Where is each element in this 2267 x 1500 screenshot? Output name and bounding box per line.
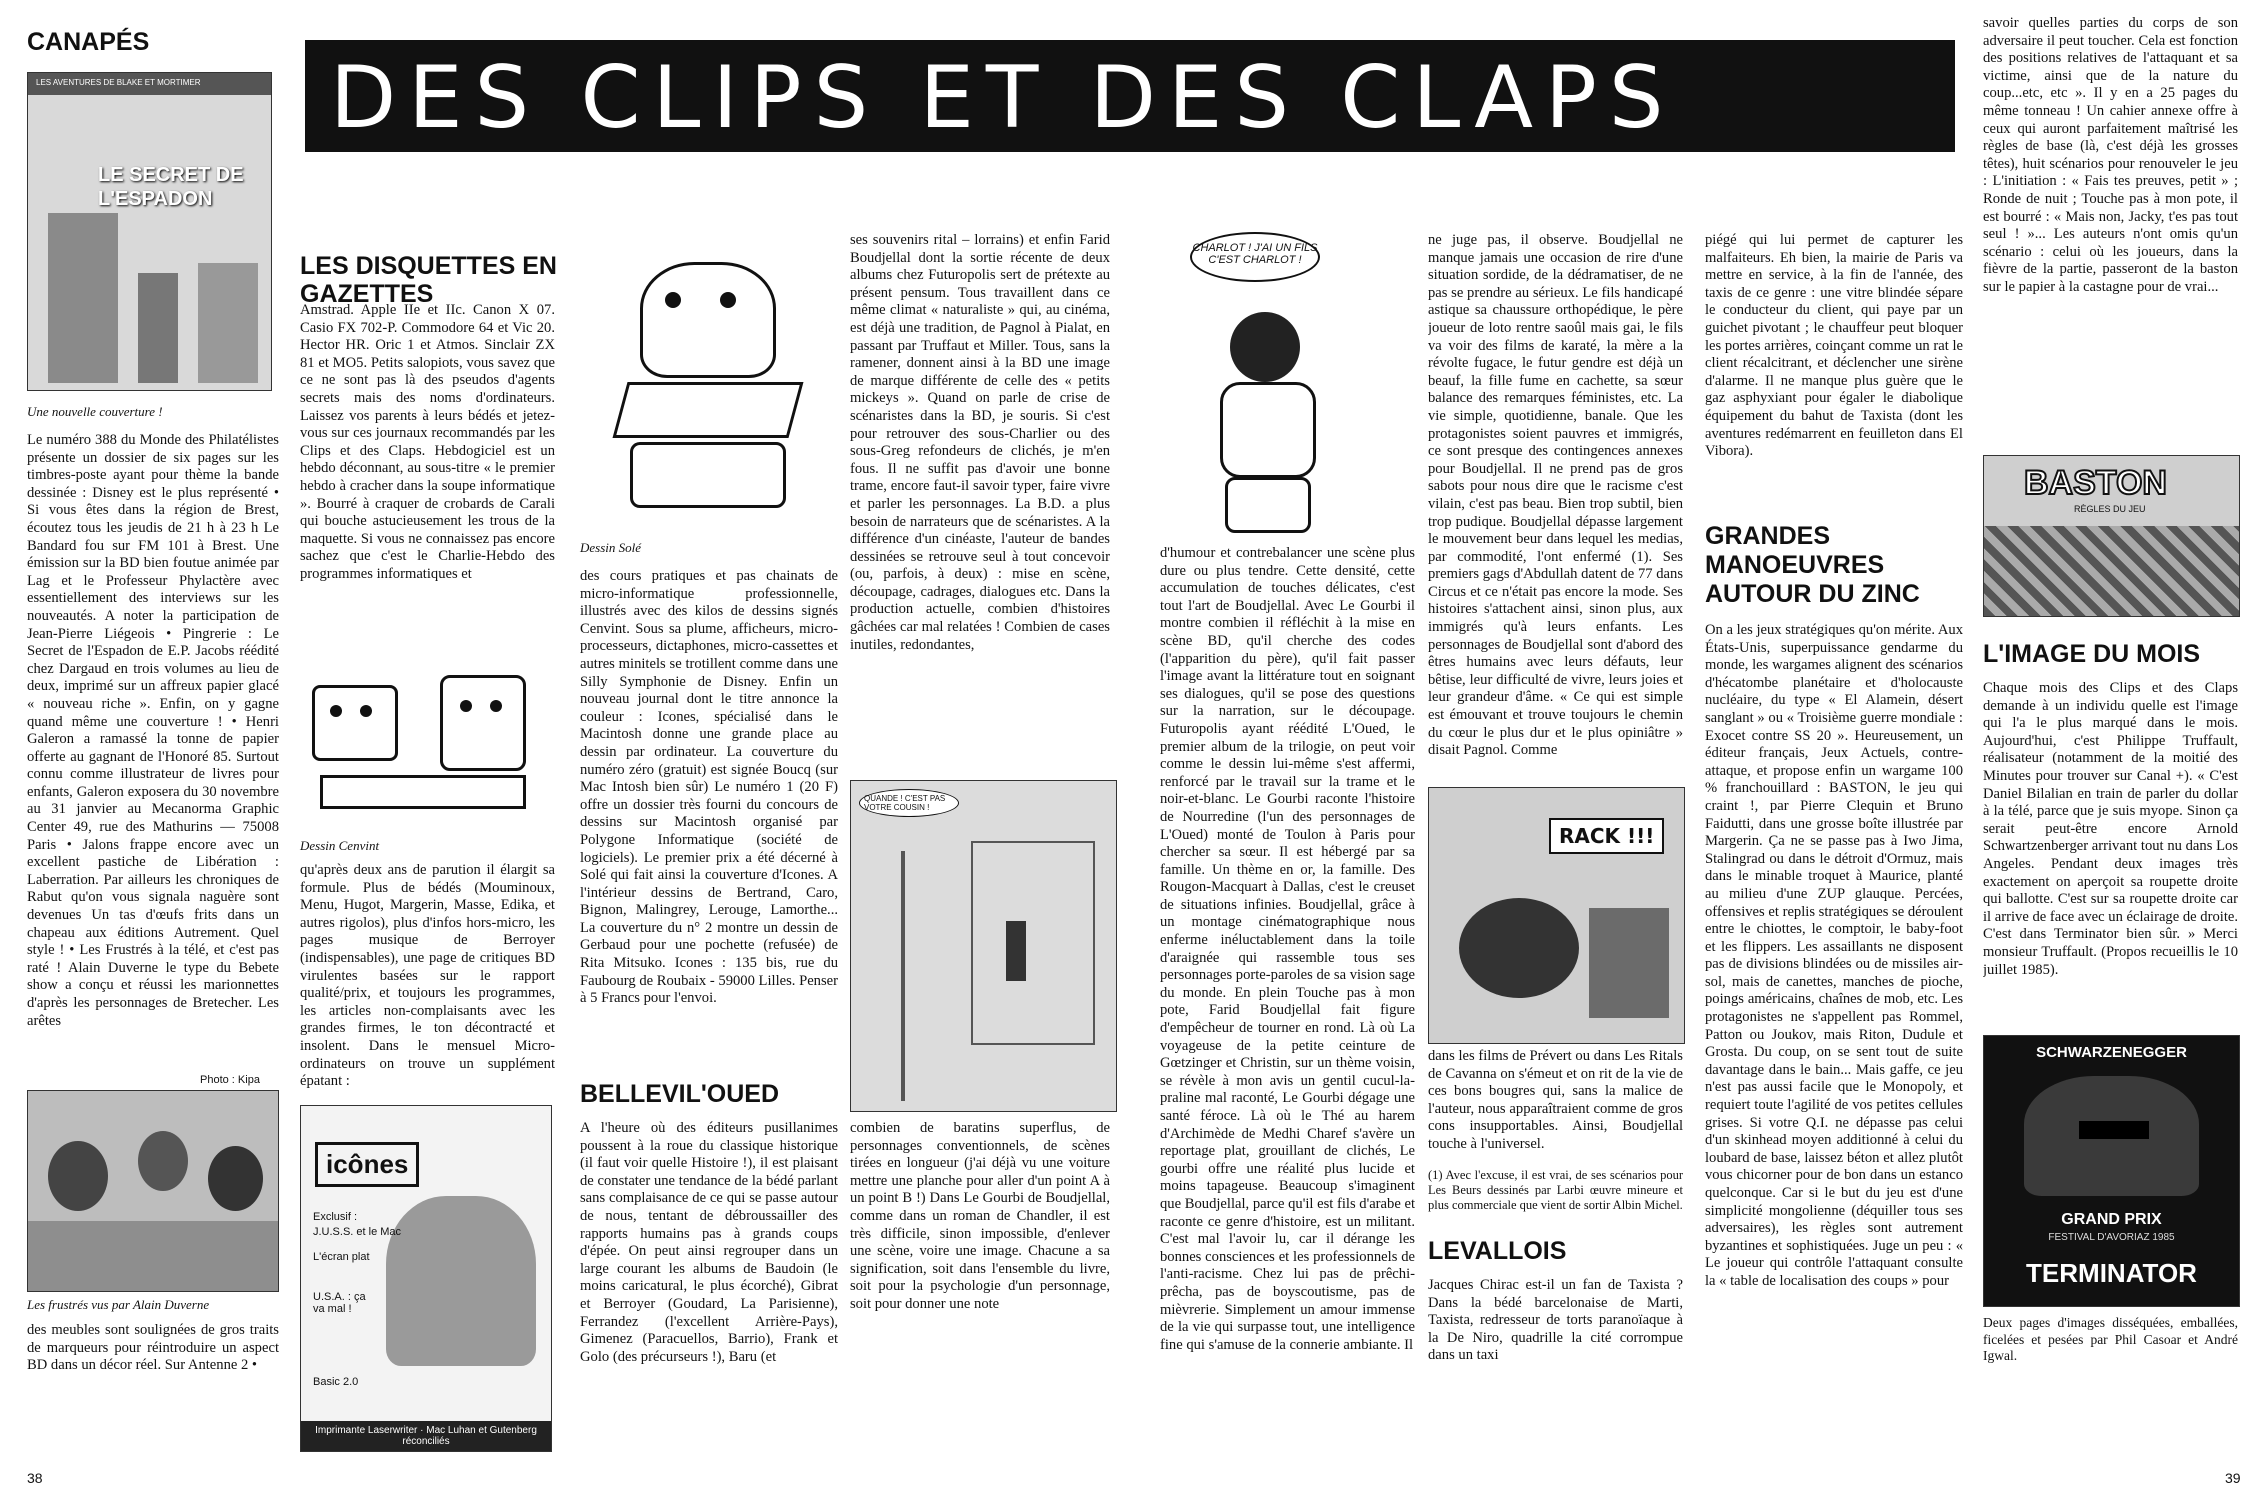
comic-speech-balloon: QUANDE ! C'EST PAS VOTRE COUSIN ! <box>859 789 959 817</box>
page-number-left: 38 <box>27 1470 43 1486</box>
bellevil-body: A l'heure où des éditeurs pusillanimes poussent à la roue du classique historique (il faut voir quelle Histoire !), il est plaisant de constater une tendance de la bédé parlant sans complaisance de ce qui se passe autour de nous, tentant de débroussailler des rapports humains pas à grands coups d'épée. On peut ainsi regrouper dans un large courant les albums de Baudoin (le moins caricatural, le plus écorché), Gibrat et Berroyer (Goudard, La Parisienne), Ferrandez (l'excellent Arrière-Pays), Gimenez (Paracuellos, Barrio), Frank et Golo (des précurseurs !), Baru (et <box>580 1120 838 1365</box>
levallois-heading: LEVALLOIS <box>1428 1237 1567 1265</box>
gourbi-comic-panel <box>850 780 1117 1112</box>
grandes-body: On a les jeux stratégiques qu'on mérite. Aux États-Unis, superpuissance gendarme du monde, les wargames alignent des scénarios d'hécatombe planétaire et d'holocauste nucléaire, du type « El Alamein, désert sanglant » ou « Troisième guerre mondiale : Exocet contre SS 20 ». Heureusement, un éditeur français, Jeux Actuels, contre-attaque, et propose enfin un wargame 100 % franchouillard : BASTON, le jeu qui craint !, par Pierre Clequin et Bruno Faidutti, dans une grosse boîte illustrée par Margerin. Ça ne se passe pas à Iwo Jima, Stalingrad ou dans le détroit d'Ormuz, mais dans le minable troquet à Maurice, planté au milieu d'une ZUP glauque. Percées, offensives et replis stratégiques se déroulent entre le chiottes, le comptoir, le baby-foot et les flippers. Les assaillants ne disposent pas de divisions blindées ou de missiles air-sol, mais de canettes, manches de pioche, poings américains, chaînes de mob, etc. Les protagonistes ne s'appellent pas Rommel, Patton ou Joukov, mais Riton, Dudule et Grosta. Du coup, on se sent tout de suite davantage dans le bain... Mais gaffe, ce jeu n'est pas aussi facile que le Monopoly, et requiert toute l'agilité de vos petites cellules grises. Si votre Q.I. ne dépasse pas celui d'un skinhead moyen additionné à celui du loubard de base, laissez béton et allez plutôt vous chicorner pour de bon dans un estanco quelconque. Car si le but du jeu est d'une simplicité mongolienne (déquiller tous ses adversaires), les règles sont autrement byzantines et sophistiquées. Juge un peu : « Le joueur qui contrôle l'attaquant consulte la « table de localisation des coups » pour <box>1705 622 1963 1289</box>
rack-comic-panel <box>1428 787 1685 1044</box>
bellevil-footnote: (1) Avec l'excuse, il est vrai, de ses scénarios pour Les Beurs dessinés par Larbi œuvre mineure et plus commerciale que vient de sortir Albin Michel. <box>1428 1168 1683 1212</box>
bellevil-heading: BELLEVIL'OUED <box>580 1080 780 1108</box>
image-du-mois-body: Chaque mois des Clips et des Claps demande à un individu quelle est l'image qui l'a le plus marqué dans le mois. Aujourd'hui, c'est Philippe Truffault, réalisateur (notamment de la moitié des Minutes pour trouver sur Canal +). « C'est Daniel Bilalian en train de parler du dollar à la télé, parce que je suis myope. Sinon ça serait peut-être encore Arnold Schwartzenberger arrivant tout nu dans Los Angeles. Pendant deux images très exactement on aperçoit sa roupette droite qui ballotte. C'est sur sa roupette droite car il arrive de face avec un éclairage de droite. C'est dans Terminator bien sûr. » Merci monsieur Truffault. (Propos recueillis le 10 juillet 1985). <box>1983 680 2238 978</box>
icones-magazine-image <box>300 1105 552 1452</box>
frustres-caption: Les frustrés vus par Alain Duverne <box>27 1297 210 1312</box>
disquettes-body: Amstrad. Apple IIe et IIc. Canon X 07. Casio FX 702-P. Commodore 64 et Vic 20. Hector HR. Oric 1 et Atmos. Sinclair ZX 81 et MO5. Petits salopiots, vous savez que ce ne sont pas là des pseudos d'agents secrets mais des noms d'ordinateurs. Laissez vos parents à leurs bédés et jetez-vous sur ces journaux recommandés par les Clips et des Claps. Hebdogiciel est un hebdo déconnant, au sous-titre « le premier hebdo à cracher dans la soupe informatique ». Bourré à craquer de crobards de Carali qui bouche astucieusement les trous de la maquette. Si vous ne connaissez pas encore sachez que c'est le Charlie-Hebdo des programmes informatiques et <box>300 302 555 582</box>
cover-image-espadon <box>27 72 272 391</box>
bellevil-col4-bottom: combien de baratins superflus, de personnages conventionnels, de scènes tirées en longueur (j'ai déjà vu une voiture mettre une planche pour aller d'un point A à un point B !) Dans Le Gourbi de Boudjellal, comme dans un roman de Chandler, il est très difficile, sinon impossible, d'enlever une scène, voire une image. Chacune a sa signification, soit dans l'ensemble du livre, soit pour la psychologie d'un personnage, soit pour donner une note <box>850 1120 1110 1312</box>
canapes-heading: CANAPÉS <box>27 28 150 56</box>
image-du-mois-heading: L'IMAGE DU MOIS <box>1983 640 2201 668</box>
poster-prize: GRAND PRIX <box>2061 1211 2162 1228</box>
icones-side-line-2: L'écran plat <box>313 1251 370 1263</box>
poster-actor-name: SCHWARZENEGGER <box>2036 1044 2187 1061</box>
sole-robot-drawing <box>580 232 830 532</box>
baston-box-image <box>1983 455 2240 617</box>
disquettes-heading: LES DISQUETTES EN GAZETTES <box>300 252 557 308</box>
cenvint-drawing <box>300 655 550 830</box>
left-body-end: des meubles sont soulignées de gros traits de marqueurs pour réintroduire un aspect BD dans un décor réel. Sur Antenne 2 • <box>27 1322 279 1374</box>
sole-caption: Dessin Solé <box>580 540 642 555</box>
bellevil-col6: ne juge pas, il observe. Boudjellal ne manque jamais une occasion de rire d'une situation sordide, de la dédramatiser, de ne pas se prendre au sérieux. Le fils handicapé astique sa chaussure orthopédique, le père joueur de loto rentre saoûl mais gai, le fils va voir des films de karaté, la mère a la révolte fugace, le futur gendre est déjà un beauf, la fille fume en cachette, sa sœur balance des remarques féministes, etc. La vie simple, quotidienne, banale. Que les protagonistes soient pauvres et immigrés, ce sont presque des contingences annexes pour Boudjellal. Il ne prend pas de gros sabots pour nous dire que le racisme c'est vilain, c'est pas beau. Bien trop subtil, bien trop pudique. Boudjellal dépasse largement le mouvement beur dans lequel les medias, par commodité, l'ont enfermé (1). Ses premiers gags d'Abdullah datent de 77 dans Circus et ce n'était pas encore la mode. Ses histoires s'attachent ainsi, sinon plus, aux immigrés qu'à leurs enfants. Les personnages de Boudjellal sont d'abord des êtres humains avec leurs défauts, leur bêtise, leur difficulté de vivre, leurs joies et leur grandeur d'âme. « Ce qui est simple est émouvant et trouve toujours le chemin du cœur le plus dur et le plus opiniâtre » disait Pagnol. Comme <box>1428 232 1683 759</box>
footer-credit: Deux pages d'images disséquées, emballées, ficelées et pesées par Phil Casoar et André Igwal. <box>1983 1315 2238 1363</box>
icones-side-line-4: Basic 2.0 <box>313 1376 359 1388</box>
disquettes-body-2: qu'après deux ans de parution il élargit sa formule. Plus de bédés (Mouminoux, Menu, Hugot, Margerin, Masse, Edika, et autres rigolos), plus d'infos hors-micro, les pages musique de Berroyer (indispensables), une page de critiques BD virulentes basées sur le rapport qualité/prix, et toujours les programmes, les articles non-complaisants avec les grandes firmes, le ton décontracté et insolent. Dans le mensuel Micro-ordinateurs on trouve un supplément épatant : <box>300 862 555 1090</box>
icones-logo: icônes <box>315 1142 419 1187</box>
cover-caption: Une nouvelle couverture ! <box>27 404 163 419</box>
icones-side-line-3: U.S.A. : ça va mal ! <box>313 1291 366 1315</box>
icones-side-line-1: J.U.S.S. et le Mac <box>313 1226 402 1238</box>
icones-side-line-0: Exclusif : <box>313 1211 358 1223</box>
disquettes-body-3: des cours pratiques et pas chainats de micro-informatique professionnelle, illustrés avec des kilos de dessins signés Cenvint. Sous sa plume, afficheurs, micro-processeurs, dictaphones, micro-cassettes et autres minitels se trotillent comme dans une Silly Symphonie de Disney. Enfin un nouveau journal dont le titre annonce la couleur : Icones, spécialisé dans le Macintosh donne une grande place au dessin par ordinateur. La couverture du numéro zéro (gratuit) est signée Boucq (sur Mac Intosh bien sûr) Le numéro 1 (20 F) offre un dossier très fourni du concours de dessins sur Macintosh organisé par Polygone Informatique (société de logiciels). Le premier prix a été décerné à Solé qui fait ainsi la couverture d'Icones. A l'intérieur dessins de Bertrand, Caro, Bignon, Malingrey, Lerouge, Lamorthe... La couverture du n° 2 montre un dessin de Gerbaud pour une pochette (refusée) de Rita Mitsuko. Icones : 135 bis, rue du Faubourg de Roubaix - 59000 Lilles. Penser à 5 Francs pour l'envoi. <box>580 568 838 1007</box>
banner-title: DES CLIPS ET DES CLAPS <box>330 48 1676 148</box>
bellevil-col6-bottom: dans les films de Prévert ou dans Les Ritals de Cavanna on s'émeut et on rit de la vie de ces bons bougres qui, sans la malice de l'auteur, nous apparaîtraient comme de gros cons insupportables. Ainsi, Boudjellal touche à l'universel. <box>1428 1048 1683 1152</box>
levallois-col7: piégé qui lui permet de capturer les malfaiteurs. Eh bien, la mairie de Paris va mettre en service, à la fin de l'année, des taxis de ce genre : une vitre blindée sépare le conducteur du client, qui paye par un guichet pivotant ; le chauffeur peut bloquer les portes arrières, coinçant comme un rat le client récalcitrant, et déclencher une sirène d'alarme. Il ne manque plus guère que le gaz asphyxiant pour égaler le diabolique équipement du bahut de Taxista (dont les aventures redémarrent en feuilleton dans El Vibora). <box>1705 232 1963 460</box>
right-column-top: savoir quelles parties du corps de son adversaire il peut toucher. Cela est fonction des positions relatives de l'attaquant et sa victime, ainsi que de la nature du coup...etc, etc ». Il y en a 25 pages du même tonneau ! Un cahier annexe offre à ceux qui auront parfaitement maîtrisé les règles de base (là, c'est déjà les grosses têtes), huit scénarios pour renouveler le jeu : L'initiation : « Fais tes preuves, petit » ; Ronde de nuit ; Touche pas à mon pote, il est bourré : « Mais non, Jacky, t'es pas tout seul ! »... Les auteurs n'ont omis qu'un scénario : celui où les joueurs, dans la fièvre de la partie, passeront de la baston sur le papier à la castagne pour de vrai... <box>1983 15 2238 295</box>
left-body-text: Le numéro 388 du Monde des Philatélistes présente un dossier de six pages sur les timbres-poste ayant pour thème la bande dessinée : Disney est le plus représenté • Si vous êtes dans la région de Brest, écoutez tous les jeudis de 21 h à 23 h Le Bandard fou sur FM 101 à Brest. Une émission sur la BD bien foutue animée par Lag et le Professeur Phylactère avec essentiellement des interviews sur les nouveautés. A noter la participation de Jean-Pierre Liégeois • Pingrerie : Le Secret de l'Espadon de E.P. Jacobs réédité chez Dargaud en trois volumes au lieu de deux, imprimé sur un affreux papier glacé « nouveau riche ». Enfin, on y gagne quand même une couverture ! • Henri Galeron a ramassé la tonne de papier offerte au gagnant de l'Honoré 85. Surtout connu comme illustrateur de livres pour enfants, Galeron exposera du 30 novembre au 31 janvier au Mecanorma Graphic Center 49, rue des Mathurins — 75008 Paris • Jalons frappe encore avec un excellent pastiche de Libération : Laberration. Par ailleurs les chroniques de Rabut qu'on vous signala naguère sont devenues Un tas d'œufs frits dans un chapeau aux éditions Autrement. Quel style ! • Les Frustrés à la télé, et c'est pas raté ! Alain Duverne le type du Bebete show a conçu et réussi les marionnettes d'après les personnages de Bretecher. Les arêtes <box>27 432 279 1029</box>
cover-title-text: LE SECRET DE L'ESPADON <box>98 164 244 210</box>
poster-festival: FESTIVAL D'AVORIAZ 1985 <box>2048 1232 2175 1243</box>
bellevil-col5: d'humour et contrebalancer une scène plus dure ou plus tendre. Cette densité, cette accumulation de touches délicates, c'est tout l'art de Boudjellal. Avec Le Gourbi il montre combien il réfléchit à la mise en scène BD, qu'il cherche des codes (l'apparition du père), qu'il fait passer l'image avant la littérature tout en soignant ses dialogues, qu'il se pose des questions sur la narration, sur le découpage. Futuropolis ayant réédité L'Oued, le premier album de la trilogie, on peut voir comme le dessin lui-même s'est affermi, renforcé par le travail sur la trame et le noir-et-blanc. Le Gourbi raconte l'histoire de Nourredine (l'un des personnages de L'Oued) monté de Toulon à Paris pour chercher sa sœur. Il est hébergé par sa famille. Un thème en or, la famille. Des Rougon-Macquart à Dallas, c'est le creuset de situations infinies. Boudjellal, grâce à un montage cinématographique nous enferme inéluctablement dans la toile d'araignée qui rassemble tous ses personnages porte-paroles de sa vision sage du monde. En plein Touche pas à mon pote, Farid Boudjellal fait figure d'empêcheur de tourner en rond. Là où La voyageuse de la petite ceinture de Gœtzinger et Christin, sur un thème voisin, se révèle à mon avis un gentil cucul-la-praline mal raconté, Le Gourbi dégage une santé féroce. Là où le Thé au harem d'Archimède de Medhi Charef s'avère un reportage plat, grouillant de clichés, Le gourbi offre une réalité plus lucide et moins tapageuse. Beaucoup s'imaginent que Boudjellal, parce qu'il est fils d'arabe et raconte ce genre d'histoire, est un militant. C'est mal l'avoir lu, car il dérange les bonnes consciences et les professionnels de l'anti-racisme. Chez lui pas de prêchi-prêcha, pas de boyscoutisme, pas de mièvrerie. Simplement un amour immense de la vie qui surpasse tout, une intelligence fine qui s'amuse de la connerie ambiante. Il <box>1160 545 1415 1353</box>
cover-series-text: LES AVENTURES DE BLAKE ET MORTIMER <box>36 78 201 87</box>
terminator-poster <box>1983 1035 2240 1307</box>
cenvint-caption: Dessin Cenvint <box>300 838 380 853</box>
poster-title: TERMINATOR <box>2026 1258 2197 1288</box>
levallois-body: Jacques Chirac est-il un fan de Taxista ? Dans la bédé barcelonaise de Marti, Taxista, redresseur de torts paranoïaque à la De Niro, quadrille la cité corrompue dans un taxi <box>1428 1277 1683 1364</box>
page-number-right: 39 <box>2225 1470 2241 1486</box>
bellevil-col4-top: ses souvenirs rital – lorrains) et enfin Farid Boudjellal dont la sortie récente de deux albums chez Futuropolis sert de prétexte au présent pensum. Tous travaillent dans ce même climat « naturaliste » qui, au cinéma, est déjà une tradition, de Pagnol à Pialat, en passant par Truffaut et Miller. Tous, sans la ramener, donnent ainsi à la BD une image de marque différente de celle des « petits mickeys ». Quand on parle de crise de scénaristes dans la BD, je souris. Si c'est pour retrouver des sous-Charlier ou des sous-Greg refondeurs de clichés, je m'en fous. Il ne suffit pas d'avoir une bonne trame, encore faut-il savoir typer, faire vivre et parler les personnages. La B.D. a plus besoin de narrateurs que de scénaristes. A la différence d'un cinéaste, l'auteur de bandes dessinées se retrouve seul à tout concevoir (ou, parfois, à deux) : mise en scène, découpage, cadrages, dialogues etc. Dans la production actuelle, combien d'histoires gâchées car mal relatées ! Combien de cases inutiles, redondantes, <box>850 232 1110 653</box>
baston-subtitle: RÈGLES DU JEU <box>2074 504 2146 514</box>
charlot-speech-balloon: CHARLOT ! J'AI UN FILS C'EST CHARLOT ! <box>1190 232 1320 282</box>
icones-footer: Imprimante Laserwriter · Mac Luhan et Gutenberg réconciliés <box>301 1421 551 1451</box>
baston-title: BASTON <box>2024 464 2167 502</box>
photo-credit: Photo : Kipa <box>200 1074 260 1086</box>
frustres-photo <box>27 1090 279 1292</box>
grandes-heading: GRANDES MANOEUVRES AUTOUR DU ZINC <box>1705 522 1920 608</box>
rack-sound-effect: RACK !!! <box>1549 818 1664 854</box>
charlot-cartoon <box>1170 232 1375 537</box>
